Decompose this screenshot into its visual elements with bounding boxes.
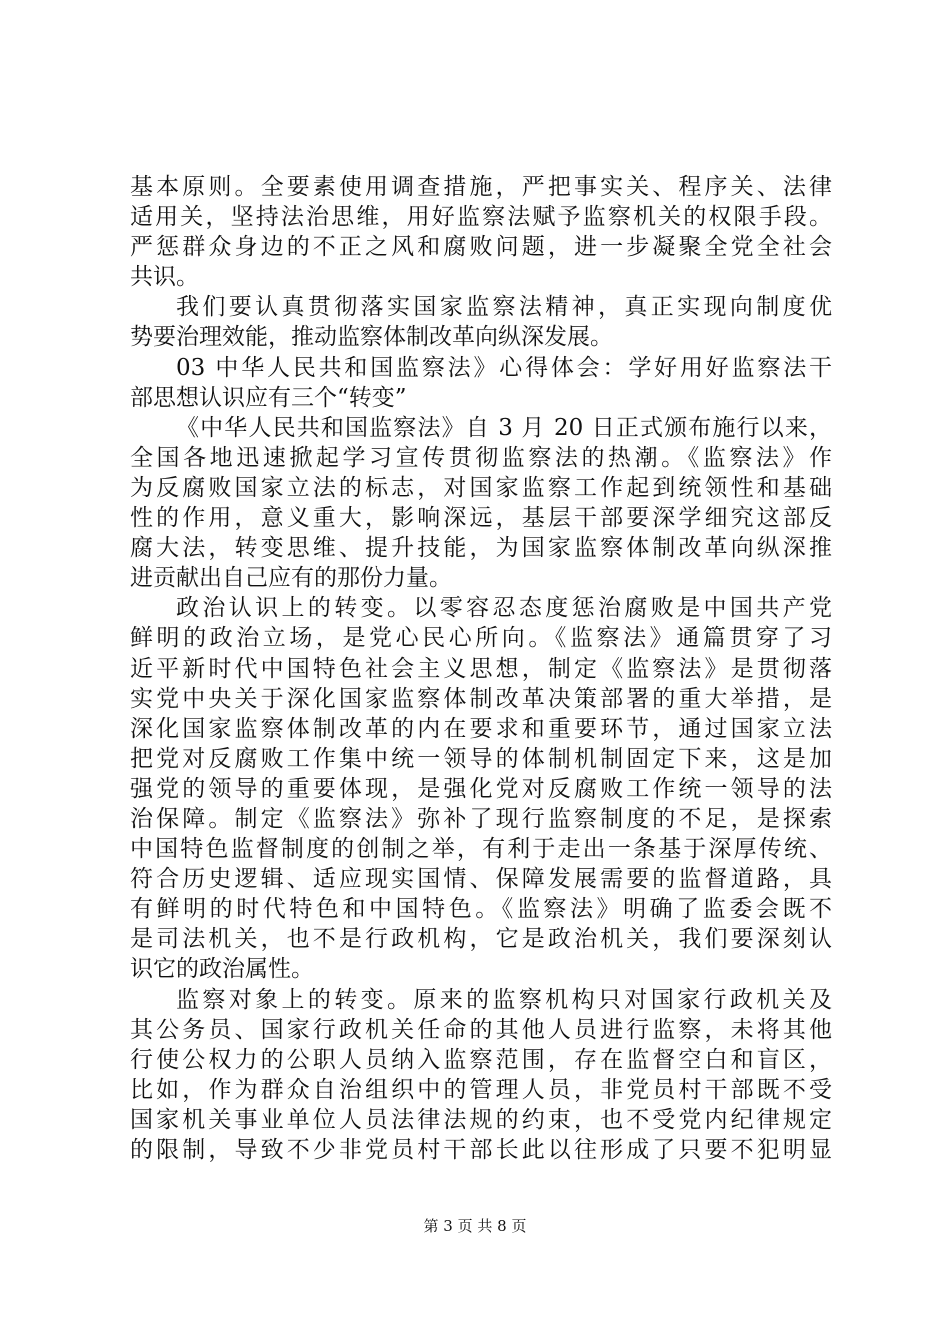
text-line: 腐大法，转变思维、提升技能，为国家监察体制改革向纵深推 bbox=[130, 535, 832, 562]
text-line: 适用关，坚持法治思维，用好监察法赋予监察机关的权限手段。 bbox=[130, 204, 832, 231]
text-line: 是司法机关，也不是行政机构，它是政治机关，我们要深刻认 bbox=[130, 926, 832, 953]
text-line: 基本原则。全要素使用调查措施，严把事实关、程序关、法律 bbox=[130, 174, 832, 200]
text-line: 鲜明的政治立场，是党心民心所向。《监察法》通篇贯穿了习 bbox=[130, 625, 832, 652]
text-line: 为反腐败国家立法的标志，对国家监察工作起到统领性和基础 bbox=[130, 474, 832, 501]
text-line: 进贡献出自己应有的那份力量。 bbox=[130, 565, 452, 592]
text-line: 国家机关事业单位人员法律法规的约束，也不受党内纪律规定 bbox=[130, 1106, 832, 1133]
page-footer: 第 3 页 共 8 页 bbox=[423, 1217, 527, 1235]
text-line: 符合历史逻辑、适应现实国情、保障发展需要的监督道路，具 bbox=[130, 866, 832, 893]
text-line: 部思想认识应有三个“转变” bbox=[130, 384, 407, 411]
text-line: 监察对象上的转变。原来的监察机构只对国家行政机关及 bbox=[176, 986, 832, 1013]
text-line: 政治认识上的转变。以零容忍态度惩治腐败是中国共产党 bbox=[176, 595, 832, 622]
text-line: 中国特色监督制度的创制之举，有利于走出一条基于深厚传统、 bbox=[130, 836, 832, 863]
text-line: 势要治理效能，推动监察体制改革向纵深发展。 bbox=[130, 324, 613, 351]
text-line: 把党对反腐败工作集中统一领导的体制机制固定下来，这是加 bbox=[130, 745, 832, 772]
text-line: 性的作用，意义重大，影响深远，基层干部要深学细究这部反 bbox=[130, 505, 832, 532]
text-line: 近平新时代中国特色社会主义思想，制定《监察法》是贯彻落 bbox=[130, 655, 832, 682]
text-line: 有鲜明的时代特色和中国特色。《监察法》明确了监委会既不 bbox=[130, 896, 832, 923]
text-line: 全国各地迅速掀起学习宣传贯彻监察法的热潮。《监察法》作 bbox=[130, 444, 832, 471]
text-line: 实党中央关于深化国家监察体制改革决策部署的重大举措，是 bbox=[130, 685, 832, 712]
text-line: 严惩群众身边的不正之风和腐败问题，进一步凝聚全党全社会 bbox=[130, 234, 832, 261]
text-line: 比如，作为群众自治组织中的管理人员，非党员村干部既不受 bbox=[130, 1076, 832, 1103]
text-line: 我们要认真贯彻落实国家监察法精神，真正实现向制度优 bbox=[176, 294, 832, 321]
text-line: 深化国家监察体制改革的内在要求和重要环节，通过国家立法 bbox=[130, 715, 832, 742]
text-line: 强党的领导的重要体现，是强化党对反腐败工作统一领导的法 bbox=[130, 775, 832, 802]
body-text bbox=[130, 172, 832, 1165]
text-line: 《中华人民共和国监察法》自 3 月 20 日正式颁布施行以来， bbox=[176, 414, 832, 441]
text-line: 的限制，导致不少非党员村干部长此以往形成了只要不犯明显 bbox=[130, 1137, 832, 1163]
text-line: 识它的政治属性。 bbox=[130, 956, 314, 983]
text-line: 其公务员、国家行政机关任命的其他人员进行监察，未将其他 bbox=[130, 1016, 832, 1043]
text-line: 共识。 bbox=[130, 264, 199, 291]
text-line: 行使公权力的公职人员纳入监察范围，存在监督空白和盲区， bbox=[130, 1046, 832, 1073]
text-line: 治保障。制定《监察法》弥补了现行监察制度的不足，是探索 bbox=[130, 805, 832, 832]
text-line: 03 中华人民共和国监察法》心得体会：学好用好监察法干 bbox=[176, 354, 832, 381]
